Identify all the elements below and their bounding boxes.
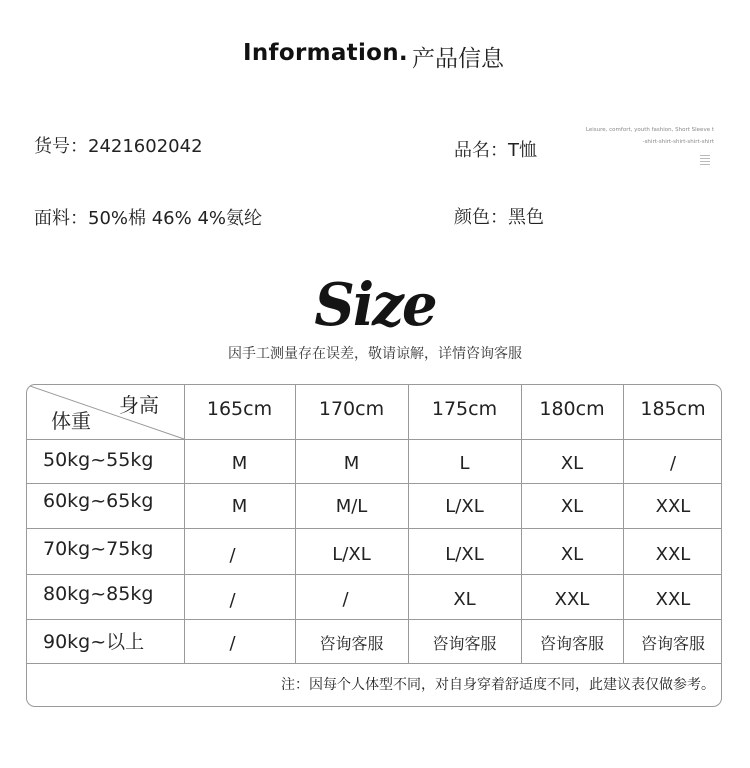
size-cell: XL — [560, 544, 584, 565]
weight-row-label: 90kg~以上 — [43, 631, 145, 653]
product-color: 颜色：黑色 — [454, 207, 544, 228]
decorative-caption — [574, 124, 714, 148]
size-cell: 咨询客服 — [432, 634, 497, 653]
size-cell: M — [343, 453, 360, 474]
size-cell: / — [342, 589, 349, 610]
fabric-composition: 面料：50%棉 46% 4%氨纶 — [34, 208, 263, 229]
size-chart-table — [26, 384, 722, 707]
size-cell: M/L — [335, 496, 368, 517]
size-cell: L/XL — [332, 544, 371, 565]
size-cell: XXL — [554, 589, 590, 610]
size-cell: 咨询客服 — [539, 634, 604, 653]
decorative-caption-line1: Leisure, comfort, youth fashion, Short Sleeve t — [585, 127, 714, 133]
size-cell: L — [459, 453, 470, 474]
size-cell: XL — [453, 589, 476, 610]
height-header: 185cm — [640, 398, 706, 420]
size-cell: XXL — [655, 496, 691, 517]
size-cell: L/XL — [445, 544, 484, 565]
size-cell: L/XL — [445, 496, 484, 517]
weight-row-label: 60kg~65kg — [43, 490, 154, 512]
size-cell: / — [229, 590, 236, 611]
size-cell: 咨询客服 — [640, 634, 705, 653]
size-cell: XL — [560, 496, 584, 517]
measurement-note: 因手工测量存在误差，敬请谅解，详情咨询客服 — [228, 346, 522, 362]
size-cell: XL — [560, 453, 584, 474]
size-cell: XXL — [655, 544, 691, 565]
corner-height-label: 身高 — [119, 393, 159, 417]
table-footnote: 注：因每个人体型不同，对自身穿着舒适度不同，此建议表仅做参考。 — [281, 677, 715, 693]
height-header: 170cm — [318, 398, 385, 420]
size-heading-text: Size — [314, 270, 436, 340]
size-cell: M — [231, 453, 248, 474]
title-english: Information. — [243, 40, 408, 66]
size-cell: 咨询客服 — [319, 634, 384, 653]
item-number: 货号：2421602042 — [34, 136, 203, 157]
title-chinese: 产品信息 — [412, 46, 504, 72]
size-cell: / — [229, 545, 236, 566]
height-header: 180cm — [539, 398, 605, 420]
weight-row-label: 80kg~85kg — [43, 583, 154, 605]
height-header: 165cm — [206, 398, 273, 420]
size-cell: M — [231, 496, 248, 517]
weight-row-label: 70kg~75kg — [43, 538, 154, 560]
lines-icon — [700, 155, 710, 167]
size-cell: / — [229, 633, 236, 654]
height-header: 175cm — [431, 398, 498, 420]
size-cell: / — [669, 453, 677, 474]
size-cell: XXL — [655, 589, 691, 610]
size-heading — [0, 272, 750, 338]
decorative-caption-line2: -shirt-shirt-shirt-shirt-shirt — [642, 139, 714, 145]
product-name: 品名：T恤 — [454, 140, 537, 161]
weight-row-label: 50kg~55kg — [43, 449, 154, 471]
corner-weight-label: 体重 — [51, 409, 91, 433]
